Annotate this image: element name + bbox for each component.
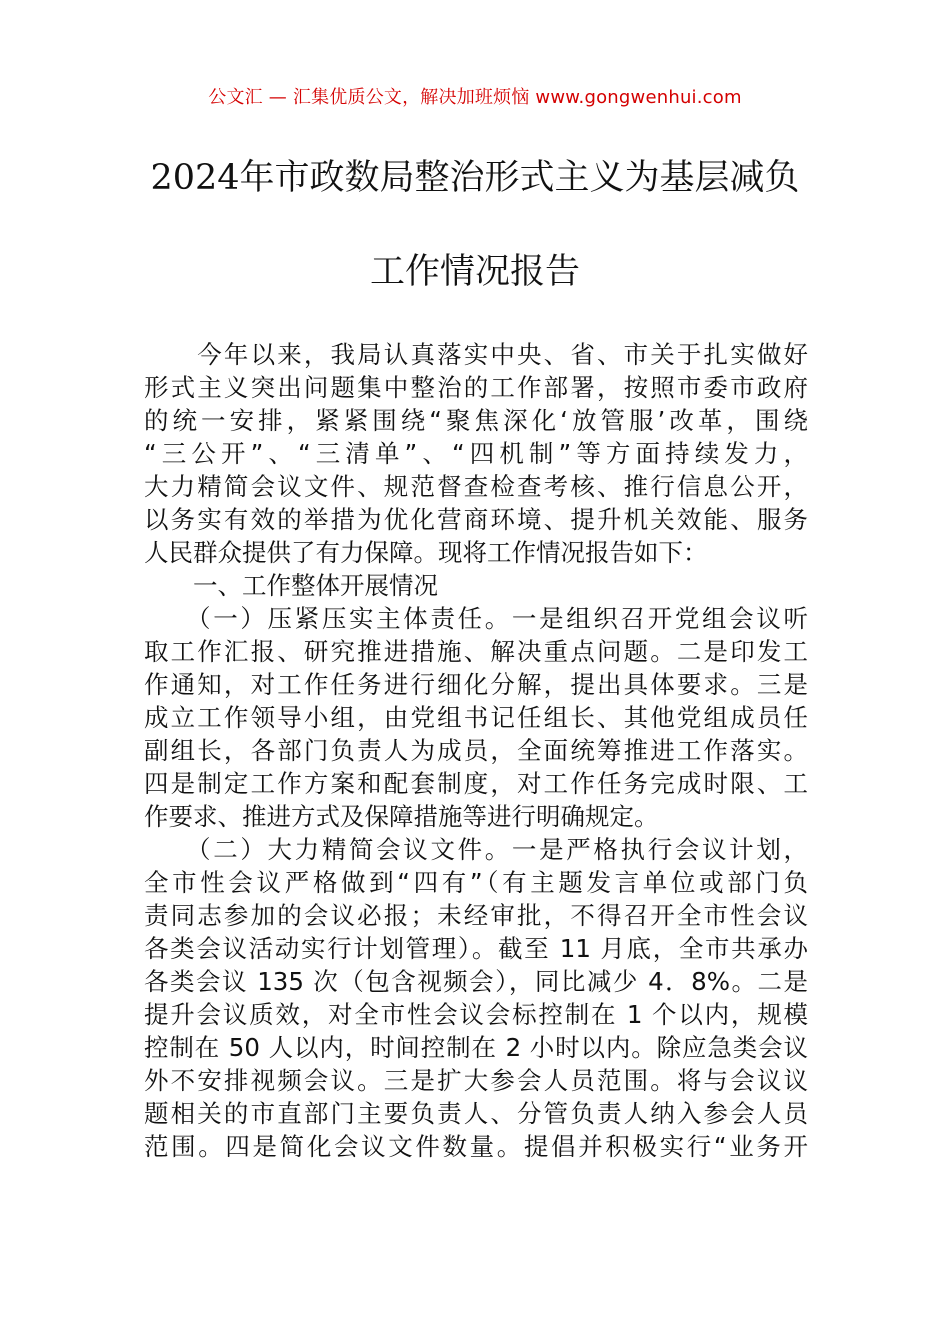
- body-line: “三公开”、“三清单”、“四机制”等方面持续发力，: [144, 439, 808, 468]
- body-line: 的统一安排，紧紧围绕“聚焦深化‘放管服’改革，围绕: [144, 406, 808, 435]
- body-line: 范围。四是简化会议文件数量。提倡并积极实行“业务开: [144, 1132, 808, 1161]
- body-line: （一）压紧压实主体责任。一是组织召开党组会议听: [144, 604, 808, 633]
- body-line: 责同志参加的会议必报；未经审批，不得召开全市性会议: [144, 901, 808, 930]
- body-line: 形式主义突出问题集中整治的工作部署，按照市委市政府: [144, 373, 808, 402]
- body-line: （二）大力精简会议文件。一是严格执行会议计划，: [144, 835, 808, 864]
- body-line: 人民群众提供了有力保障。现将工作情况报告如下：: [144, 538, 708, 567]
- document-title-line-2: 工作情况报告: [369, 252, 580, 292]
- body-line: 今年以来，我局认真落实中央、省、市关于扎实做好: [144, 340, 808, 369]
- section-heading: 一、工作整体开展情况: [144, 571, 438, 600]
- body-line: 成立工作领导小组，由党组书记任组长、其他党组成员任: [144, 703, 808, 732]
- body-line: 四是制定工作方案和配套制度，对工作任务完成时限、工: [144, 769, 808, 798]
- body-line: 大力精简会议文件、规范督查检查考核、推行信息公开，: [144, 472, 808, 501]
- site-banner: 公文汇 — 汇集优质公文，解决加班烦恼 www.gongwenhui.com: [208, 87, 742, 108]
- body-line: 各类会议 135 次（包含视频会），同比减少 4．8%。二是: [144, 967, 808, 996]
- body-line: 取工作汇报、研究推进措施、解决重点问题。二是印发工: [144, 637, 808, 666]
- body-line: 各类会议活动实行计划管理）。截至 11 月底，全市共承办: [144, 934, 808, 963]
- body-line: 作通知，对工作任务进行细化分解，提出具体要求。三是: [144, 670, 808, 699]
- body-line: 以务实有效的举措为优化营商环境、提升机关效能、服务: [144, 505, 808, 534]
- body-line: 全市性会议严格做到“四有”（有主题发言单位或部门负: [144, 868, 808, 897]
- document-body: [144, 338, 808, 1163]
- body-line: 副组长，各部门负责人为成员，全面统筹推进工作落实。: [144, 736, 808, 765]
- body-line: 提升会议质效，对全市性会议会标控制在 1 个以内，规模: [144, 1000, 808, 1029]
- body-line: 控制在 50 人以内，时间控制在 2 小时以内。除应急类会议: [144, 1033, 808, 1062]
- body-line: 外不安排视频会议。三是扩大参会人员范围。将与会议议: [144, 1066, 808, 1095]
- body-line: 题相关的市直部门主要负责人、分管负责人纳入参会人员: [144, 1099, 808, 1128]
- body-line: 作要求、推进方式及保障措施等进行明确规定。: [144, 802, 659, 831]
- document-title-line-1: 2024年市政数局整治形式主义为基层减负: [150, 158, 800, 198]
